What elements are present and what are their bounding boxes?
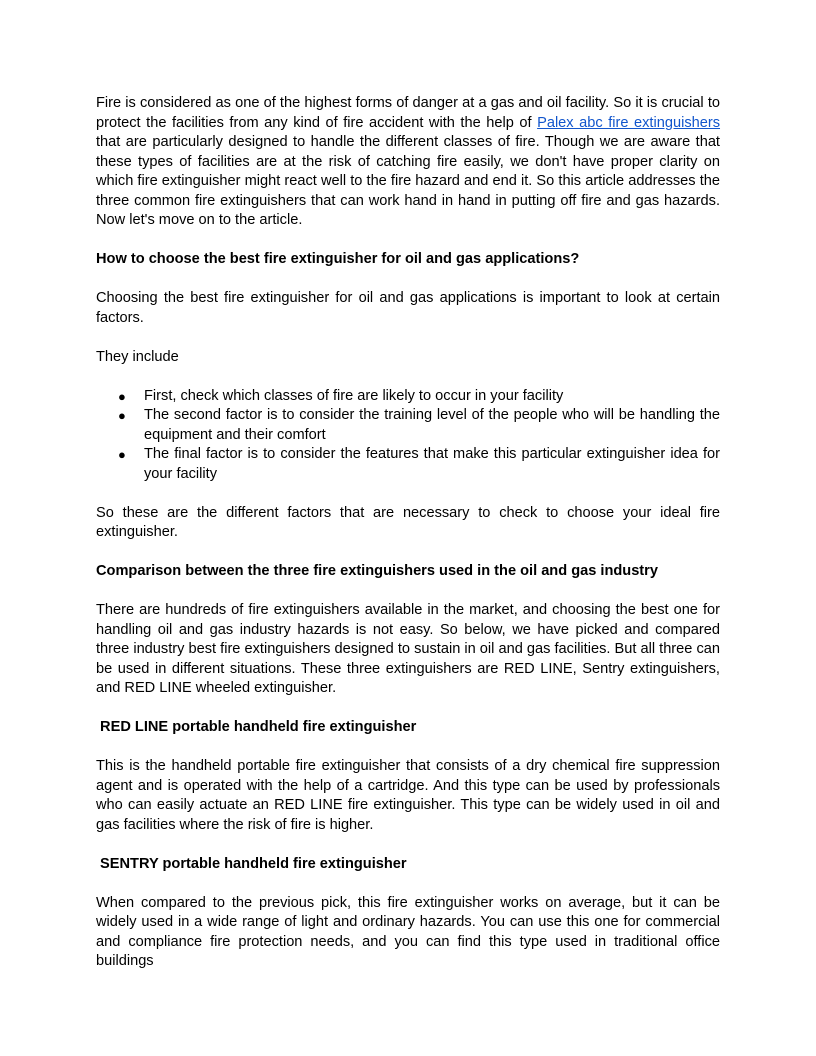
sentry-paragraph: When compared to the previous pick, this fire extinguisher works on average, but it can be widely used in a wide range of light and ordinary hazards. You can use this one for commercial and compliance fire protection needs, and you can find this type used in traditional office buildings <box>96 894 720 969</box>
document-page <box>96 94 720 972</box>
bullet-icon: ● <box>118 388 126 404</box>
heading-comparison: Comparison between the three fire extinguishers used in the oil and gas industry <box>96 563 658 579</box>
bullet-icon: ● <box>118 408 126 423</box>
heading-choose: How to choose the best fire extinguisher for oil and gas applications? <box>96 251 580 267</box>
factors-list <box>96 387 720 485</box>
redline-paragraph: This is the handheld portable fire extinguisher that consists of a dry chemical fire suppression agent and is operated with the help of a cartridge. And this type can be used by professionals who can easily actuate an RED LINE fire extinguisher. This type can be widely used in oil and gas facilities where the risk of fire is higher. <box>96 758 720 833</box>
list-item-text: First, check which classes of fire are likely to occur in your facility <box>144 387 564 404</box>
list-item <box>96 445 720 484</box>
palex-extinguishers-link[interactable]: Palex abc fire extinguishers <box>537 114 721 131</box>
heading-sentry: SENTRY portable handheld fire extinguisher <box>96 855 407 872</box>
choose-lead: They include <box>96 348 179 365</box>
intro-paragraph <box>96 94 720 231</box>
intro-text-before-link: Fire is considered as one of the highest forms of danger at a gas and oil facility. So it is crucial to protect the facilities from any kind of fire accident with the help of <box>96 95 720 131</box>
heading-redline: RED LINE portable handheld fire extinguisher <box>96 719 417 735</box>
bullet-icon: ● <box>118 447 126 462</box>
list-item <box>96 406 720 445</box>
comparison-paragraph: There are hundreds of fire extinguishers available in the market, and choosing the best one for handling oil and gas industry hazards is not easy. So below, we have picked and compared three industry best fire extinguishers designed to sustain in oil and gas facilities. But all three can be used in different situations. These three extinguishers are RED LINE, Sentry extinguishers, and RED LINE wheeled extinguisher. <box>96 602 720 696</box>
intro-text-after-link: that are particularly designed to handle the different classes of fire. Though we are aware that these types of facilities are at the risk of catching fire easily, we don't have proper clarity on which fire extinguisher might react well to the fire hazard and end it. So this article addresses the three common fire extinguishers that can work hand in hand in putting off fire and gas hazards. Now let's move on to the article. <box>96 134 720 228</box>
list-item-text: The second factor is to consider the training level of the people who will be handling the equipment and their comfort <box>144 407 720 443</box>
choose-closing: So these are the different factors that are necessary to check to choose your ideal fire extinguisher. <box>96 504 720 540</box>
list-item-text: The final factor is to consider the features that make this particular extinguisher idea for your facility <box>144 446 720 482</box>
list-item <box>96 387 720 407</box>
choose-paragraph: Choosing the best fire extinguisher for oil and gas applications is important to look at certain factors. <box>96 290 720 326</box>
